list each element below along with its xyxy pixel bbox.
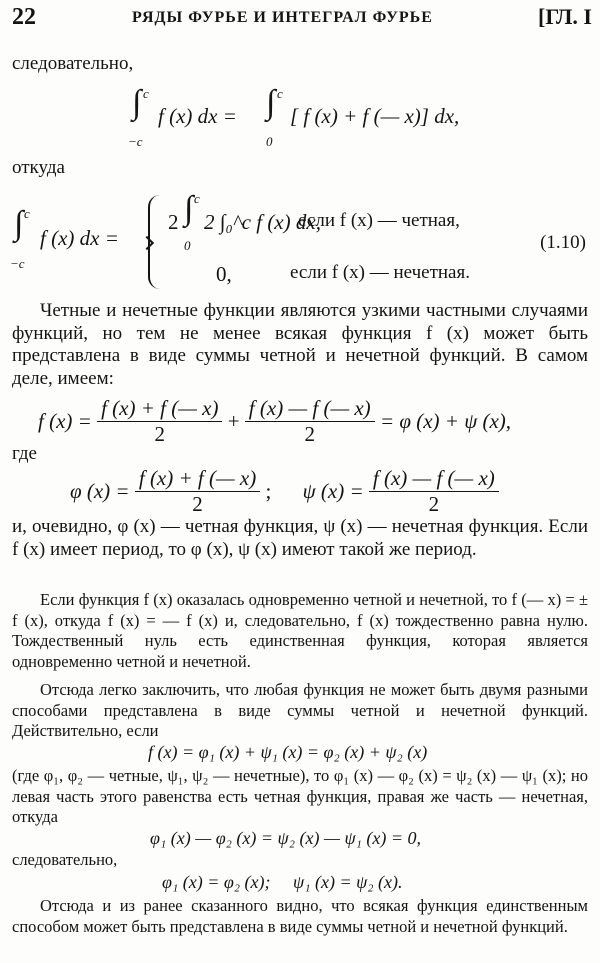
lower-limit: 0 bbox=[266, 134, 273, 149]
upper-limit: c bbox=[277, 86, 283, 101]
fraction-odd bbox=[245, 396, 375, 447]
text-whence: откуда bbox=[12, 157, 65, 178]
chapter-label: [ГЛ. I bbox=[538, 4, 592, 29]
case2-expr: 0, bbox=[216, 262, 232, 286]
fraction-phi bbox=[135, 466, 260, 517]
paragraph-6: Отсюда и из ранее сказанного видно, что всякая функция единственным способом может быть представлена в виде суммы четной и нечетной функций. bbox=[12, 896, 588, 936]
case1-condition: если f (x) — четная, bbox=[298, 210, 460, 231]
fraction-numerator: f (x) + f (— x) bbox=[97, 396, 222, 422]
paragraph-4: Отсюда легко заключить, что любая функция не может быть двумя разными способами представлена в виде суммы четной и нечетной функций. Действительно, если bbox=[12, 680, 588, 740]
formula-uniqueness-3: φ₁ (x) = φ₂ (x); ψ₁ (x) = ψ₂ (x). bbox=[162, 872, 403, 892]
case1-expr: 2 ∫₀^c f (x) dx, bbox=[204, 210, 321, 234]
integral-sign: ∫ bbox=[184, 190, 194, 227]
page-header bbox=[12, 4, 592, 34]
eq1-rhs: [ f (x) + f (— x)] dx, bbox=[290, 104, 460, 128]
formula-decomposition bbox=[38, 396, 588, 446]
lower-limit: −c bbox=[10, 256, 25, 271]
running-title: РЯДЫ ФУРЬЕ И ИНТЕГРАЛ ФУРЬЕ bbox=[132, 9, 433, 26]
case2-condition: если f (x) — нечетная. bbox=[290, 262, 470, 283]
equation-number: (1.10) bbox=[540, 232, 586, 253]
case1-coef: 2 bbox=[168, 210, 179, 234]
integral-sign: ∫ bbox=[132, 84, 142, 121]
fraction-psi bbox=[369, 466, 499, 517]
text-therefore-2: следовательно, bbox=[12, 850, 118, 869]
page-number: 22 bbox=[12, 4, 36, 30]
paragraph-2: и, очевидно, φ (x) — четная функция, ψ (x) — нечетная функция. Если f (x) имеет период, то φ (x), ψ (x) имеют такой же период. bbox=[12, 516, 588, 560]
paragraph-5: (где φ₁, φ₂ — четные, ψ₁, ψ₂ — нечетные), то φ₁ (x) — φ₂ (x) = ψ₂ (x) — ψ₁ (x); но левая часть этого равенства есть четная функция, правая же часть — нечетная, откуда bbox=[12, 766, 588, 826]
psi-lhs: ψ (x) = bbox=[302, 479, 364, 503]
integral-sign: ∫ bbox=[14, 205, 24, 242]
formula-uniqueness-1: f (x) = φ₁ (x) + ψ₁ (x) = φ₂ (x) + ψ₂ (x) bbox=[148, 742, 428, 762]
fraction-numerator: f (x) — f (— x) bbox=[369, 466, 499, 492]
paragraph-3: Если функция f (x) оказалась одновременно четной и нечетной, то f (— x) = ± f (x), откуда f (x) = — f (x) и, следовательно, f (x) тождественно равна нулю. Тождественный нуль есть единственная функция, которая является одновременно четной и нечетной. bbox=[12, 590, 588, 671]
fraction-denominator: 2 bbox=[304, 422, 315, 446]
text-therefore: следовательно, bbox=[12, 53, 134, 74]
upper-limit: c bbox=[143, 86, 149, 101]
fraction-even bbox=[97, 396, 222, 447]
decomp-lhs: f (x) = bbox=[38, 409, 92, 433]
upper-limit: c bbox=[194, 191, 200, 206]
fraction-denominator: 2 bbox=[154, 422, 165, 446]
phi-lhs: φ (x) = bbox=[70, 479, 130, 503]
decomp-rhs: = φ (x) + ψ (x), bbox=[379, 409, 512, 433]
fraction-denominator: 2 bbox=[192, 492, 203, 516]
fraction-denominator: 2 bbox=[428, 492, 440, 516]
integral-sign: ∫ bbox=[266, 84, 276, 121]
lower-limit: 0 bbox=[184, 238, 191, 253]
paragraph-1: Четные и нечетные функции являются узкими частными случаями функций, но тем не менее всякая функция f (x) может быть представлена в виде суммы четной и нечетной функций. В самом деле, имеем: bbox=[12, 300, 588, 389]
fraction-numerator: f (x) — f (— x) bbox=[245, 396, 375, 422]
eq110-lhs: f (x) dx = bbox=[40, 226, 119, 250]
text-where: где bbox=[12, 443, 37, 464]
upper-limit: c bbox=[24, 206, 30, 221]
semicolon: ; bbox=[265, 479, 272, 503]
eq1-lhs: f (x) dx = bbox=[158, 104, 237, 128]
formula-phi-psi bbox=[70, 466, 590, 516]
plus-sign: + bbox=[227, 409, 240, 433]
lower-limit: −c bbox=[128, 134, 143, 149]
formula-uniqueness-2: φ₁ (x) — φ₂ (x) = ψ₂ (x) — ψ₁ (x) = 0, bbox=[150, 828, 422, 848]
fraction-numerator: f (x) + f (— x) bbox=[135, 466, 260, 492]
